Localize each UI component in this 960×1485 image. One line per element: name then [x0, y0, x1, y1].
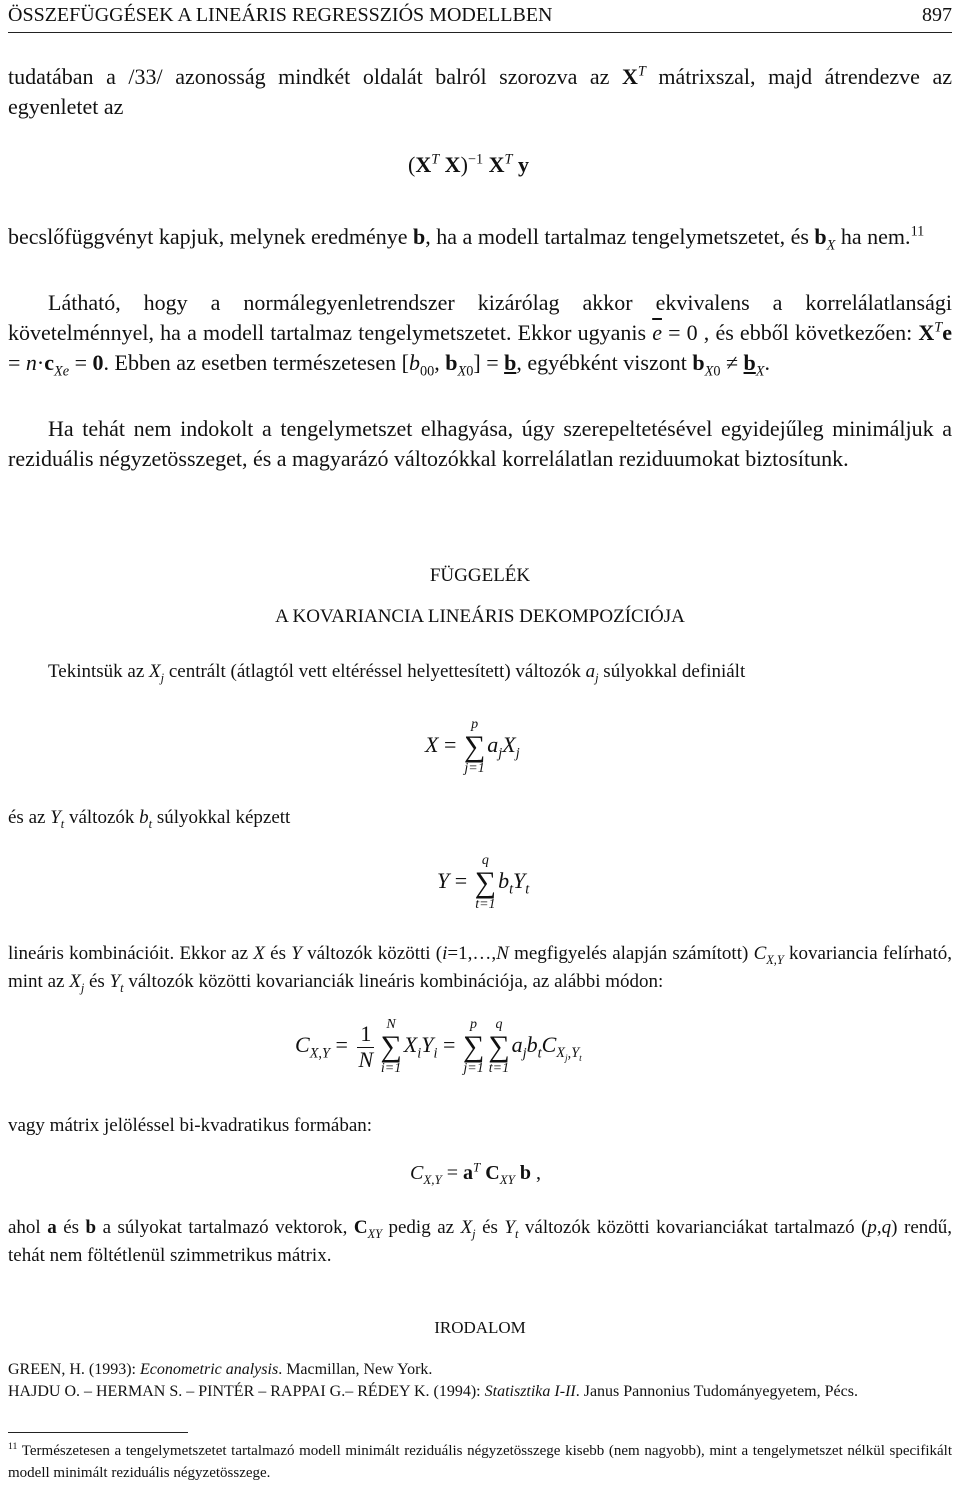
paragraph-vectors: ahol a és b a súlyokat tartalmazó vektorok, $C_{XY}$ pedig az $X_j$ és $Y_t$ változók közötti kovarianciákat tartalmazó (p,q) rendű, tehát nem föltétlenül szimmetrikus mátrix.	[8, 1217, 953, 1266]
reference-item	[8, 1381, 952, 1403]
paragraph-estimator: becslőfüggvényt kapjuk, melynek eredménye b, ha a modell tartalmaz tengelymetszetet, és $b_X$ ha nem.$^{11}$	[8, 223, 925, 254]
paragraph-intro: tudatában a /33/ azonosság mindkét oldalát balról szorozva az $X^T$ mátrixszal, majd átrendezve az egyenletet az	[8, 63, 952, 119]
appendix-subtitle: A KOVARIANCIA LINEÁRIS DEKOMPOZÍCIÓJA	[275, 606, 685, 627]
paragraph-definition-x: Tekintsük az $X_j$ centrált (átlagtól vett eltéréssel helyettesített) változók $a_j$ súlyokkal definiált	[48, 661, 746, 685]
reference-work: Econometric analysis	[139, 1361, 279, 1378]
reference-rest: . Janus Pannonius Tudományegyetem, Pécs.	[575, 1383, 858, 1400]
equation-x-combination: X = p ∑ j=1 $a_jX_j$	[425, 717, 520, 776]
references-title: IRODALOM	[434, 1318, 526, 1337]
equation-y-combination: Y = q ∑ t=1 $b_tY_t$	[437, 853, 530, 912]
reference-item	[8, 1359, 952, 1381]
footnote-rule	[8, 1432, 188, 1433]
reference-work: Statisztika I-II	[484, 1383, 576, 1400]
paragraph-bilinear: vagy mátrix jelöléssel bi-kvadratikus formában:	[8, 1115, 373, 1136]
reference-rest: . Macmillan, New York.	[278, 1361, 433, 1378]
equation-ols-estimator: ($X^T$ X)$^{-1}$ $X^T$ y	[408, 151, 529, 177]
paragraph-conclusion: Ha tehát nem indokolt a tengelymetszet elhagyása, úgy szerepeltetésével egyidejűleg minimáljuk a reziduális négyzetösszeget, és a magyarázó változókkal korrelálatlan reziduumokat biztosítunk.	[8, 416, 952, 471]
footnote	[8, 1440, 952, 1484]
appendix-title: FÜGGELÉK	[429, 565, 531, 586]
reference-author: GREEN, H. (1993):	[8, 1361, 140, 1378]
reference-author: HAJDU O. – HERMAN S. – PINTÉR – RAPPAI G.– RÉDEY K. (1994):	[8, 1383, 485, 1400]
footnote-text: Természetesen a tengelymetszetet tartalmazó modell minimált reziduális négyzetösszege kisebb (nem nagyobb), mint a tengelymetszet nélkül specifikált modell minimált reziduális négyzetösszege.	[8, 1443, 952, 1481]
running-header	[8, 2, 952, 33]
footnote-mark: 11	[8, 1441, 18, 1452]
equation-matrix-form: $C_{X,Y} = a^T$ $C_{XY}$ b ,	[410, 1159, 542, 1187]
paragraph-definition-y: és az $Y_t$ változók $b_t$ súlyokkal képzett	[8, 807, 291, 831]
page-number: 897	[922, 4, 952, 26]
paragraph-covariance: lineáris kombinációit. Ekkor az X és Y változók közötti (i=1,…,N megfigyelés alapján számított) $C_{X,Y}$ kovariancia felírható, mint az $X_j$ és $Y_t$ változók közötti kovarianciák lineáris kombinációja, az alábbi módon:	[8, 943, 953, 995]
paragraph-equivalence: Látható, hogy a normálegyenletrendszer kizárólag akkor ekvivalens a korrelálatlansági követelménnyel, ha a modell tartalmaz tengelymetszetet. Ekkor ugyanis $\overline{e} = 0$ , és ebből következően: $X^Te = n\cdot c_{Xe} = 0$. Ebben az esetben természetesen [$b_{00}$, $b_{X0}] = b$, egyébként viszont $b_{X0} \ne b_X$.	[8, 290, 952, 380]
equation-covariance-decomposition: $C_{X,Y}$ = $\frac{1}{N}$ N ∑ i=1 $X_iY_i$ = p ∑ j=1 q ∑ t=1 $a_jb_tC_{X_j,Y_t}$	[295, 1017, 582, 1076]
header-title: ÖSSZEFÜGGÉSEK A LINEÁRIS REGRESSZIÓS MODELLBEN	[8, 4, 553, 26]
